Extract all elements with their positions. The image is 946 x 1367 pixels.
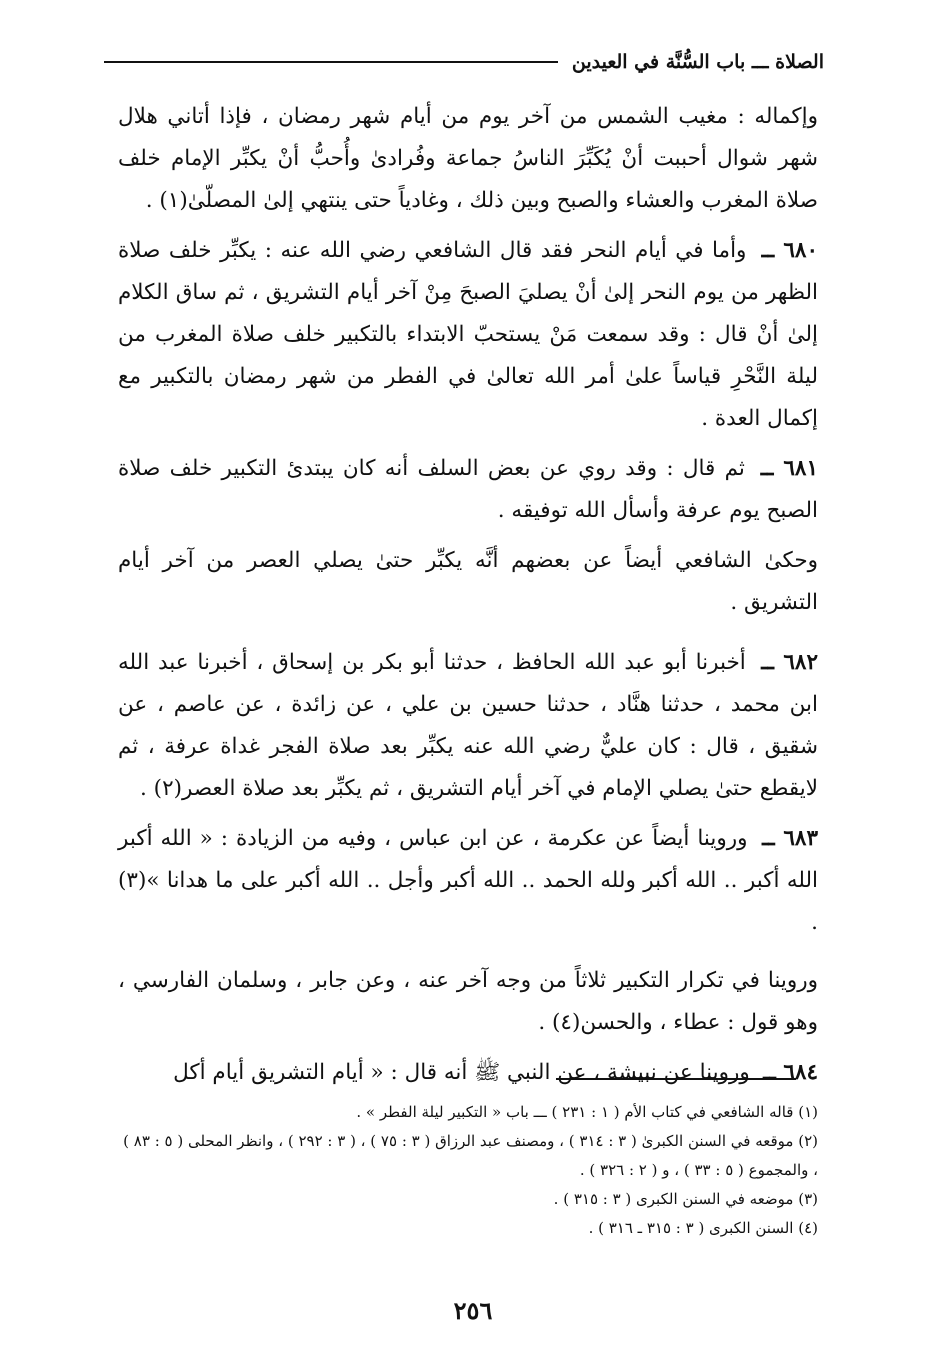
numbered-paragraph-680 (118, 230, 818, 440)
numbered-paragraph-681 (118, 448, 818, 532)
numbered-paragraph-683 (118, 818, 818, 944)
paragraph-text: ثم قال : وقد روي عن بعض السلف أنه كان يبتدئ التكبير خلف صلاة الصبح يوم عرفة وأسأل الله توفيقه . (118, 456, 818, 523)
footnote-4: (٤) السنن الكبرى ( ٣ : ٣١٥ ـ ٣١٦ ) . (588, 1219, 818, 1237)
paragraph (118, 96, 818, 222)
paragraph-number: ٦٨٢ ــ (752, 650, 818, 675)
paragraph-text: وإكماله : مغيب الشمس من آخر يوم من أيام شهر رمضان ، فإذا أتاني هلال شهر شوال أحببت أنْ يُكَبِّرَ الناسُ جماعة وفُرادىٰ وأُحبُّ أنْ يكبِّر الإمام خلف صلاة المغرب والعشاء والصبح وبين ذلك ، وغادياً حتى ينتهي إلىٰ المصلّىٰ(١) . (118, 104, 818, 213)
paragraph-text: وأما في أيام النحر فقد قال الشافعي رضي الله عنه : يكبِّر خلف صلاة الظهر من يوم النحر إلىٰ أنْ يصليَ الصبحَ مِنْ آخر أيام التشريق ، ثم ساق الكلام إلىٰ أنْ قال : وقد سمعت مَنْ يستحبّ الابتداء بالتكبير خلف صلاة المغرب من ليلة النَّحْرِ قياساً علىٰ أمر الله تعالىٰ في الفطر من شهر رمضان بالتكبير مع إكمال العدة . (118, 238, 818, 431)
footnote-3: (٣) موضعه في السنن الكبرى ( ٣ : ٣١٥ ) . (553, 1190, 818, 1208)
paragraph-text: وروينا أيضاً عن عكرمة ، عن ابن عباس ، وفيه من الزيادة : « الله أكبر الله أكبر .. الله أكبر ولله الحمد .. الله أكبر وأجل .. الله أكبر على ما هدانا »(٣) . (118, 826, 818, 935)
paragraph (118, 540, 818, 624)
footnote-1: (١) قاله الشافعي في كتاب الأم ( ١ : ٢٣١ ) ـــ باب « التكبير ليلة الفطر » . (356, 1103, 818, 1121)
main-text (118, 96, 818, 1102)
running-header-title: الصلاة ـــ باب السُّنَّة في العيدين (571, 51, 824, 73)
paragraph-number: ٦٨٠ ــ (752, 238, 818, 263)
paragraph-text: وحكىٰ الشافعي أيضاً عن بعضهم أنَّه يكبِّر حتىٰ يصلي العصر من آخر أيام التشريق . (118, 548, 818, 615)
footnote-separator (556, 1078, 796, 1080)
running-header (104, 42, 824, 82)
paragraph-text: أخبرنا أبو عبد الله الحافظ ، حدثنا أبو بكر بن إسحاق ، أخبرنا عبد الله ابن محمد ، حدثنا هنَّاد ، حدثنا حسين بن علي ، عن زائدة ، عن عاصم ، عن شقيق ، قال : كان عليٌّ رضي الله عنه يكبِّر بعد صلاة الفجر غداة عرفة ، ثم لايقطع حتىٰ يصلي الإمام في آخر أيام التشريق ، ثم يكبِّر بعد صلاة العصر(٢) . (118, 650, 818, 801)
paragraph-number: ٦٨٤ ــ (756, 1060, 818, 1085)
paragraph-number: ٦٨٣ ــ (754, 826, 818, 851)
numbered-paragraph-684 (118, 1052, 818, 1094)
footnotes (118, 1098, 818, 1243)
paragraph-text: وروينا عن نبيشة ، عن النبي ﷺ أنه قال : « أيام التشريق أيام أكل (173, 1060, 750, 1085)
numbered-paragraph-682 (118, 642, 818, 810)
header-rule (104, 61, 558, 63)
paragraph-number: ٦٨١ ــ (751, 456, 818, 481)
paragraph-text: وروينا في تكرار التكبير ثلاثاً من وجه آخر عنه ، وعن جابر ، وسلمان الفارسي ، وهو قول : عطاء ، والحسن(٤) . (118, 968, 818, 1035)
page-number: ٢٥٦ (453, 1296, 493, 1325)
footnote-2: (٢) موقعه في السنن الكبرىٰ ( ٣ : ٣١٤ ) ، ومصنف عبد الرزاق ( ٣ : ٧٥ ) ، ( ٣ : ٢٩٢ ) ، وانظر المحلى ( ٥ : ٨٣ ) ، والمجموع ( ٥ : ٣٣ ) ، و ( ٢ : ٣٢٦ ) . (123, 1132, 818, 1179)
paragraph (118, 960, 818, 1044)
